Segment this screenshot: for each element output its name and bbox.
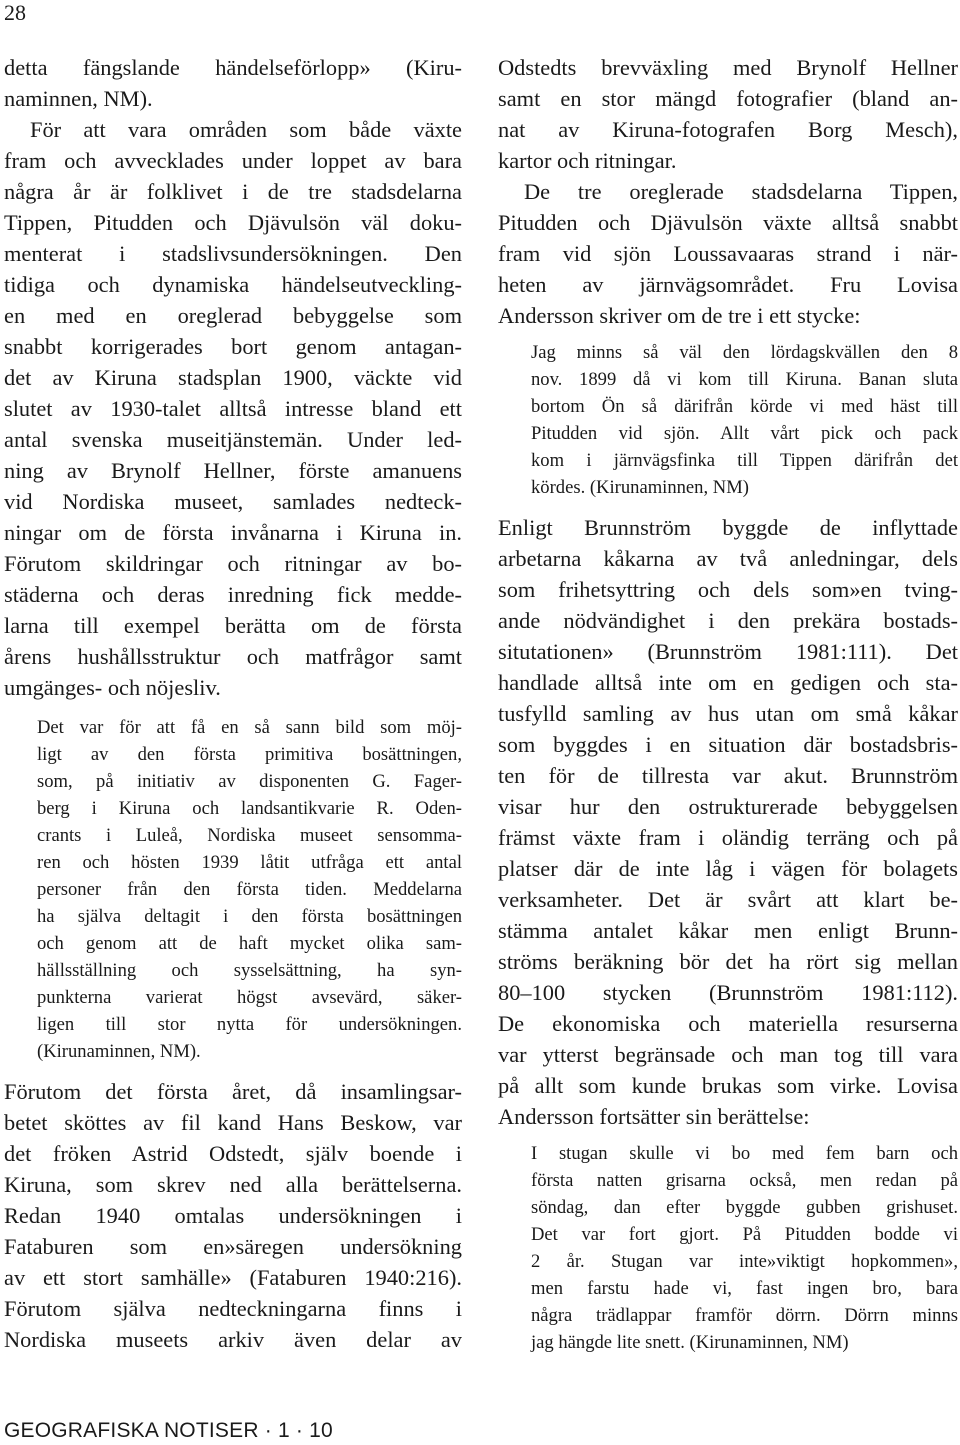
text-line: I stugan skulle vi bo med fem barn och bbox=[531, 1143, 958, 1164]
text-line: 2 år. Stugan var inte»viktigt hopkommen», bbox=[531, 1251, 958, 1272]
left-quote bbox=[37, 714, 462, 1065]
text-line: Fataburen som en»säregen undersökning bbox=[4, 1234, 462, 1259]
text-line: som, på initiativ av disponenten G. Fager- bbox=[37, 771, 462, 792]
journal-footer: GEOGRAFISKA NOTISER · 1 · 10 bbox=[4, 1419, 333, 1442]
left-paragraph-1 bbox=[4, 52, 462, 703]
text-line: punkterna varierat högst avsevärd, säker- bbox=[37, 987, 462, 1008]
text-line: samt en stor mängd fotografier (bland an- bbox=[498, 86, 958, 111]
text-line: Det var för att få en så sann bild som möj- bbox=[37, 717, 462, 738]
text-line: första natten grisarna också, men redan på bbox=[531, 1170, 958, 1191]
text-line: hällsställning och sysselsättning, ha syn- bbox=[37, 960, 462, 981]
text-line: larna till exempel berätta om de första bbox=[4, 613, 462, 638]
text-line: antal svenska museitjänstemän. Under led- bbox=[4, 427, 462, 452]
text-line: som byggdes i en situation där bostadsbris- bbox=[498, 732, 958, 757]
text-line: Pitudden vid sjön. Allt vårt pick och pack bbox=[531, 423, 958, 444]
text-line: Redan 1940 omtalas undersökningen i bbox=[4, 1203, 462, 1228]
text-line: kom i järnvägsfinka till Tippen därifrån det bbox=[531, 450, 958, 471]
right-quote-1 bbox=[531, 339, 958, 501]
text-line: vid Nordiska museet, samlades nedteck- bbox=[4, 489, 462, 514]
text-line: årens hushållsstruktur och matfrågor samt bbox=[4, 644, 462, 669]
text-line: Nordiska museets arkiv även delar av bbox=[4, 1327, 462, 1352]
text-line: naminnen, NM). bbox=[4, 86, 153, 111]
text-line: Andersson skriver om de tre i ett stycke: bbox=[498, 303, 861, 328]
text-line: av ett stort samhälle» (Fataburen 1940:216). bbox=[4, 1265, 462, 1290]
text-line: Jag minns så väl den lördagskvällen den 8 bbox=[531, 342, 958, 363]
text-line: jag hängde lite snett. (Kirunaminnen, NM) bbox=[531, 1332, 849, 1353]
right-column bbox=[498, 52, 958, 1356]
text-line: några trädlappar framför dörrn. Dörrn minns bbox=[531, 1305, 958, 1326]
text-line: några år är folklivet i de tre stadsdelarna bbox=[4, 179, 462, 204]
text-line: och genom att de haft mycket olika sam- bbox=[37, 933, 462, 954]
text-line: De ekonomiska och materiella resurserna bbox=[498, 1011, 958, 1036]
text-line: Förutom skildringar och ritningar av bo- bbox=[4, 551, 462, 576]
text-line: tidiga och dynamiska händelseutveckling- bbox=[4, 272, 462, 297]
text-line: som frihetsyttring och dels som»en tving- bbox=[498, 577, 958, 602]
text-line: situtationen» (Brunnström 1981:111). Det bbox=[498, 639, 958, 664]
left-column bbox=[4, 52, 462, 1355]
text-line: ning av Brynolf Hellner, förste amanuens bbox=[4, 458, 462, 483]
text-line: Förutom det första året, då insamlingsar- bbox=[4, 1079, 462, 1104]
text-line: på allt som kunde brukas som virke. Lovisa bbox=[498, 1073, 958, 1098]
text-line: personer från den första tiden. Meddelarna bbox=[37, 879, 462, 900]
text-line: arbetarna kåkarna av två anledningar, dels bbox=[498, 546, 958, 571]
text-line: umgänges- och nöjesliv. bbox=[4, 675, 221, 700]
text-line: nov. 1899 då vi kom till Kiruna. Banan sluta bbox=[531, 369, 958, 390]
text-line: tusfylld samling av hus utan om små kåkar bbox=[498, 701, 958, 726]
right-quote-2 bbox=[531, 1140, 958, 1356]
text-line: handlade alltså inte om en gedigen och sta- bbox=[498, 670, 958, 695]
text-line: berg i Kiruna och landsantikvarie R. Oden- bbox=[37, 798, 462, 819]
text-line: städerna och deras inredning fick medde- bbox=[4, 582, 462, 607]
text-line: (Kirunaminnen, NM). bbox=[37, 1041, 201, 1062]
text-line: ten för de tillresta var akut. Brunnström bbox=[498, 763, 958, 788]
text-line: verksamheter. Det är svårt att klart be- bbox=[498, 887, 958, 912]
text-line: detta fängslande händelseförlopp» (Kiru- bbox=[4, 55, 462, 80]
text-line: främst växte fram i oländig terräng och på bbox=[498, 825, 958, 850]
text-line: ha själva deltagit i den första bosättningen bbox=[37, 906, 462, 927]
text-line: visar hur den ostrukturerade bebyggelsen bbox=[498, 794, 958, 819]
text-line: crants i Luleå, Nordiska museet sensomma- bbox=[37, 825, 462, 846]
text-line: ligen till stor nytta för undersökningen. bbox=[37, 1014, 462, 1035]
text-line: en med en oreglerad bebyggelse som bbox=[4, 303, 462, 328]
text-line: Tippen, Pitudden och Djävulsön väl doku- bbox=[4, 210, 462, 235]
text-line: slutet av 1930-talet alltså intresse bland ett bbox=[4, 396, 462, 421]
right-paragraph-2 bbox=[498, 512, 958, 1132]
text-line: nat av Kiruna-fotografen Borg Mesch), bbox=[498, 117, 958, 142]
text-line: ren och hösten 1939 låtit utfråga ett antal bbox=[37, 852, 462, 873]
text-line: platser där de inte låg i vägen för bolagets bbox=[498, 856, 958, 881]
page-number: 28 bbox=[4, 0, 26, 25]
text-line: ligt av den första primitiva bosättningen, bbox=[37, 744, 462, 765]
text-line: kördes. (Kirunaminnen, NM) bbox=[531, 477, 749, 498]
text-line: De tre oreglerade stadsdelarna Tippen, bbox=[524, 179, 958, 204]
text-line: ströms beräkning bör det ha rört sig mellan bbox=[498, 949, 958, 974]
text-line: 80–100 stycken (Brunnström 1981:112). bbox=[498, 980, 958, 1005]
text-line: Förutom själva nedteckningarna finns i bbox=[4, 1296, 462, 1321]
text-line: Enligt Brunnström byggde de inflyttade bbox=[498, 515, 958, 540]
text-line: fram vid sjön Loussavaaras strand i när- bbox=[498, 241, 958, 266]
text-line: söndag, dan efter byggde gubben grishuset. bbox=[531, 1197, 958, 1218]
text-line: betet sköttes av fil kand Hans Beskow, var bbox=[4, 1110, 462, 1135]
right-paragraph-1 bbox=[498, 52, 958, 331]
text-line: Odstedts brevväxling med Brynolf Hellner bbox=[498, 55, 958, 80]
text-line: Det var fort gjort. På Pitudden bodde vi bbox=[531, 1224, 958, 1245]
text-line: Andersson fortsätter sin berättelse: bbox=[498, 1104, 810, 1129]
text-line: För att vara områden som både växte bbox=[30, 117, 462, 142]
text-line: men farstu hade vi, fast ingen bro, bara bbox=[531, 1278, 958, 1299]
text-line: det av Kiruna stadsplan 1900, väckte vid bbox=[4, 365, 462, 390]
text-line: Pitudden och Djävulsön växte alltså snabbt bbox=[498, 210, 958, 235]
text-line: heten av järnvägsområdet. Fru Lovisa bbox=[498, 272, 958, 297]
text-line: det fröken Astrid Odstedt, själv boende i bbox=[4, 1141, 462, 1166]
text-line: Kiruna, som skrev ned alla berättelserna. bbox=[4, 1172, 462, 1197]
text-line: kartor och ritningar. bbox=[498, 148, 677, 173]
text-line: snabbt korrigerades bort genom antagan- bbox=[4, 334, 462, 359]
left-paragraph-2 bbox=[4, 1076, 462, 1355]
text-line: fram och avvecklades under loppet av bara bbox=[4, 148, 462, 173]
text-line: bortom Ön så därifrån körde vi med häst till bbox=[531, 396, 958, 417]
text-line: var ytterst begränsade och man tog till vara bbox=[498, 1042, 958, 1067]
text-line: stämma antalet kåkar men enligt Brunn- bbox=[498, 918, 958, 943]
text-line: ningar om de första invånarna i Kiruna in. bbox=[4, 520, 462, 545]
text-line: menterat i stadslivsundersökningen. Den bbox=[4, 241, 462, 266]
text-line: ande nödvändighet i den prekära bostads- bbox=[498, 608, 958, 633]
